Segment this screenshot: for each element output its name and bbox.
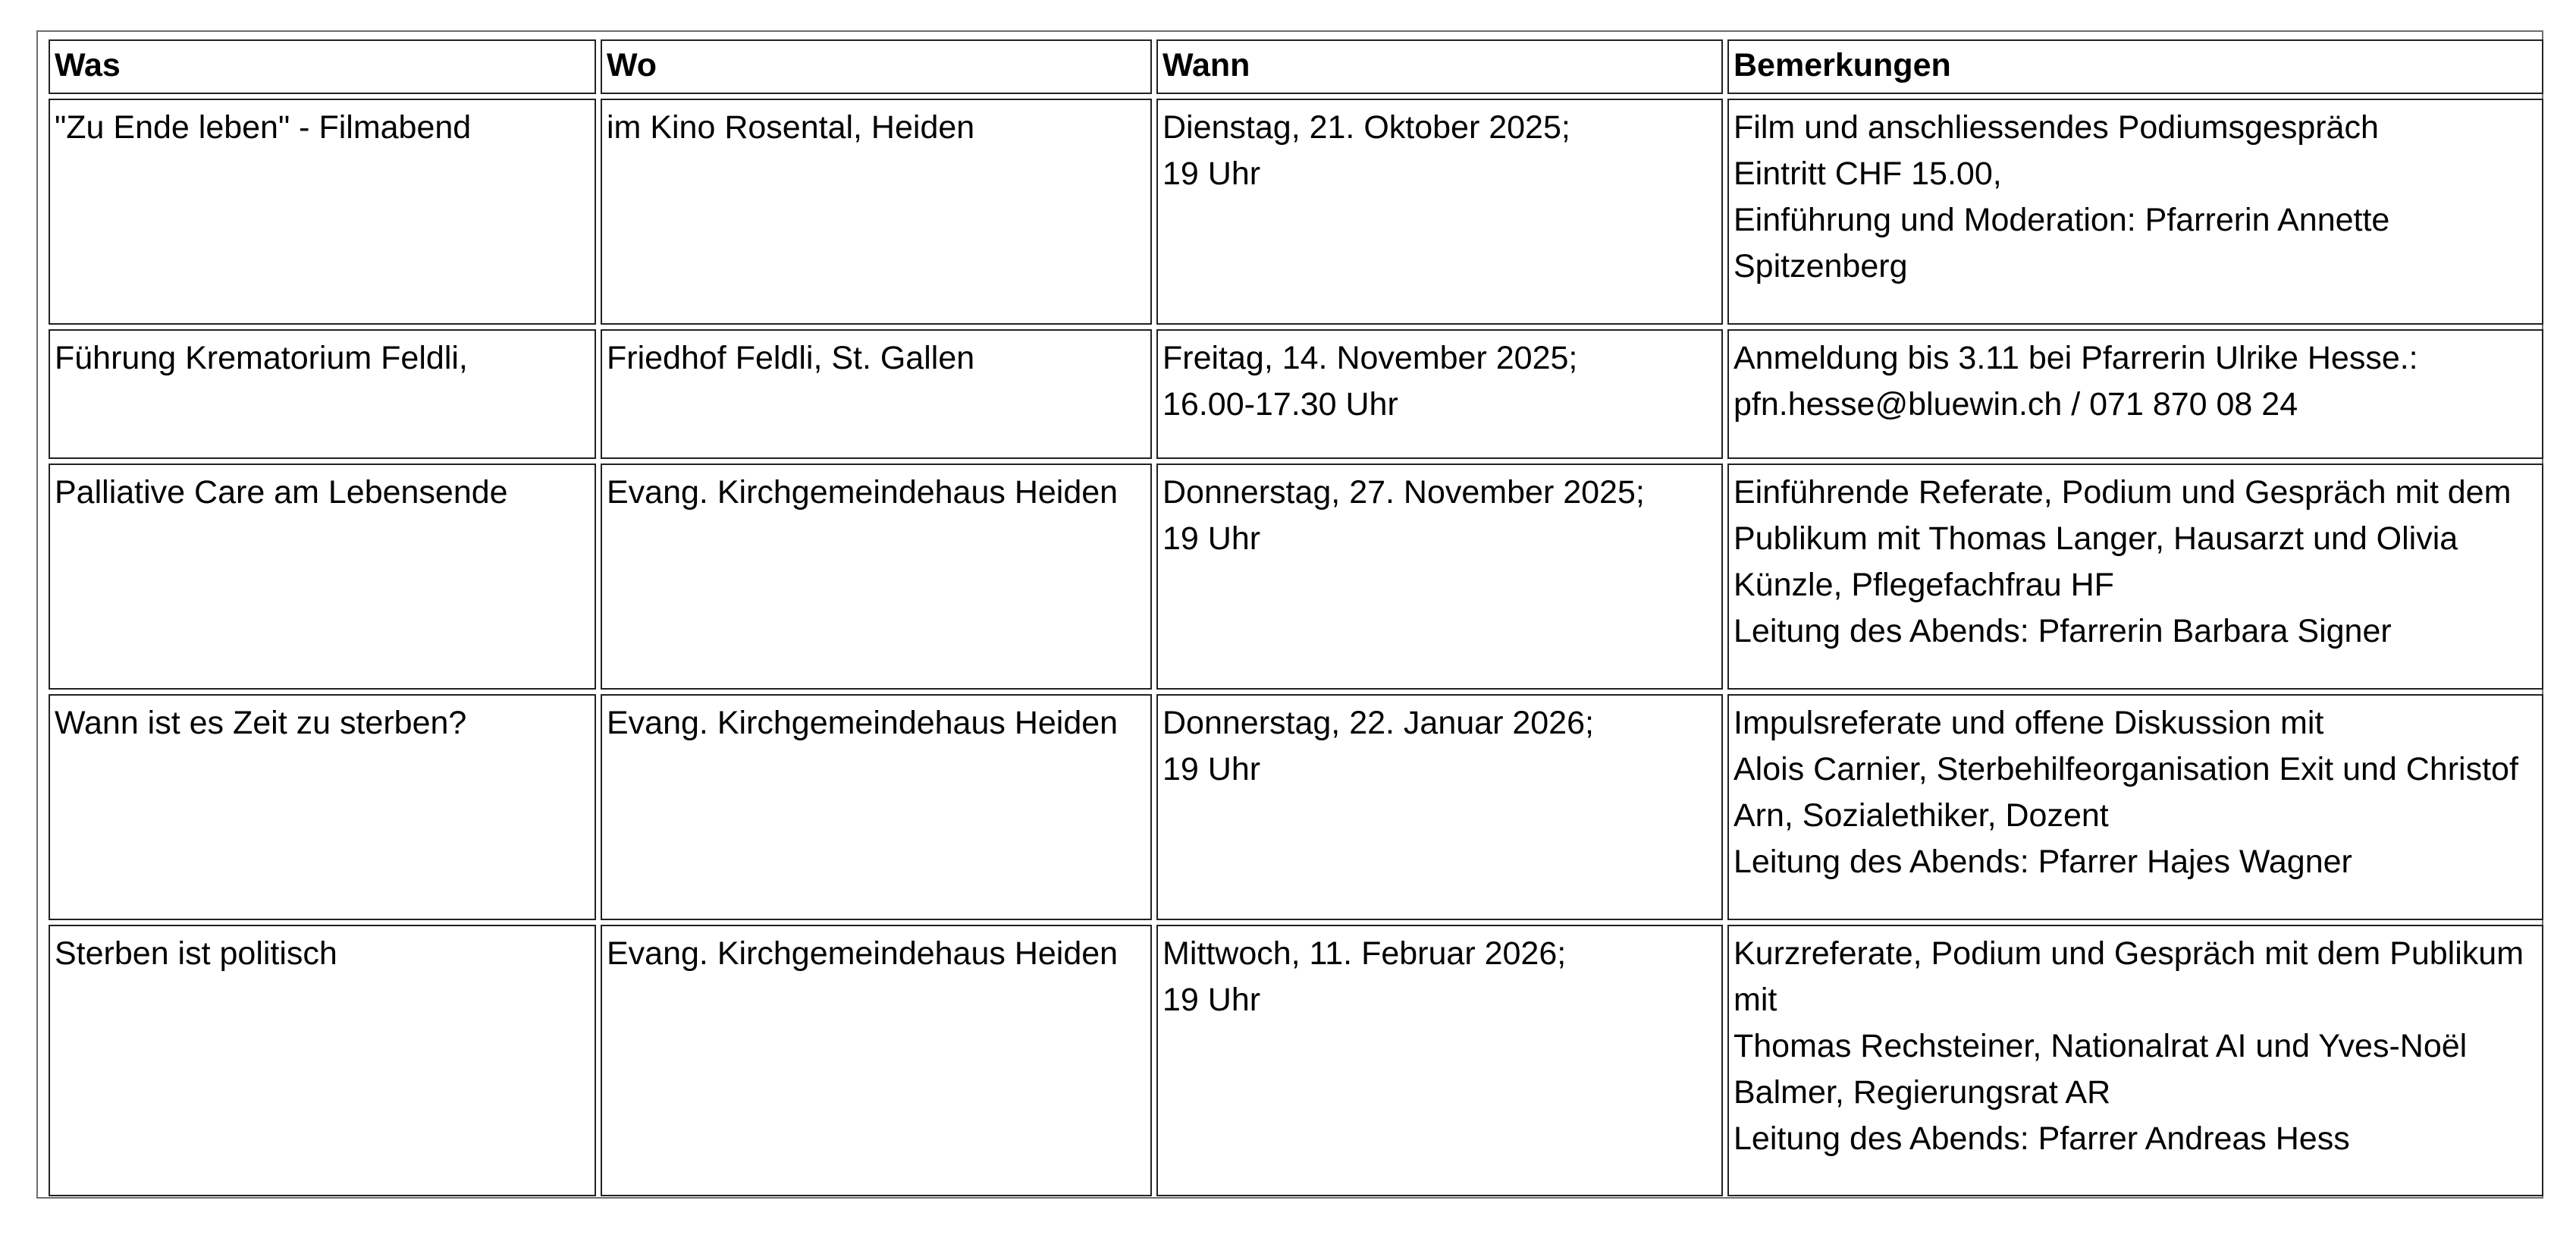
cell-wo: Evang. Kirchgemeindehaus Heiden [601,925,1152,1196]
table-row [49,99,2543,325]
header-was: Was [49,39,596,94]
cell-was: Führung Krematorium Feldli, [49,329,596,459]
cell-wann: Mittwoch, 11. Februar 2026; 19 Uhr [1156,925,1723,1196]
table-row [49,329,2543,459]
cell-wo: Evang. Kirchgemeindehaus Heiden [601,464,1152,690]
header-wann: Wann [1156,39,1723,94]
cell-was: "Zu Ende leben" - Filmabend [49,99,596,325]
cell-wo: Friedhof Feldli, St. Gallen [601,329,1152,459]
cell-bemerkungen: Kurzreferate, Podium und Gespräch mit dem Publikum mit Thomas Rechsteiner, Nationalrat AI und Yves-Noël Balmer, Regierungsrat AR Leitung des Abends: Pfarrer Andreas Hess [1727,925,2543,1196]
cell-was: Palliative Care am Lebensende [49,464,596,690]
cell-was: Sterben ist politisch [49,925,596,1196]
cell-bemerkungen: Film und anschliessendes Podiumsgespräch Eintritt CHF 15.00, Einführung und Moderation: Pfarrerin Annette Spitzenberg [1727,99,2543,325]
cell-wann: Donnerstag, 22. Januar 2026; 19 Uhr [1156,694,1723,920]
header-bemerkungen: Bemerkungen [1727,39,2543,94]
header-wo: Wo [601,39,1152,94]
table-row [49,694,2543,920]
cell-wann: Donnerstag, 27. November 2025; 19 Uhr [1156,464,1723,690]
table-row [49,464,2543,690]
table-header-row [49,39,2543,94]
table-row [49,925,2543,1196]
cell-wo: im Kino Rosental, Heiden [601,99,1152,325]
events-table [44,35,2548,1201]
cell-was: Wann ist es Zeit zu sterben? [49,694,596,920]
cell-bemerkungen: Impulsreferate und offene Diskussion mit Alois Carnier, Sterbehilfeorganisation Exit und Christof Arn, Sozialethiker, Dozent Leitung des Abends: Pfarrer Hajes Wagner [1727,694,2543,920]
cell-wann: Dienstag, 21. Oktober 2025; 19 Uhr [1156,99,1723,325]
cell-wann: Freitag, 14. November 2025; 16.00-17.30 Uhr [1156,329,1723,459]
cell-bemerkungen: Anmeldung bis 3.11 bei Pfarrerin Ulrike Hesse.: pfn.hesse@bluewin.ch / 071 870 08 24 [1727,329,2543,459]
cell-bemerkungen: Einführende Referate, Podium und Gespräch mit dem Publikum mit Thomas Langer, Hausarzt und Olivia Künzle, Pflegefachfrau HF Leitung des Abends: Pfarrerin Barbara Signer [1727,464,2543,690]
cell-wo: Evang. Kirchgemeindehaus Heiden [601,694,1152,920]
